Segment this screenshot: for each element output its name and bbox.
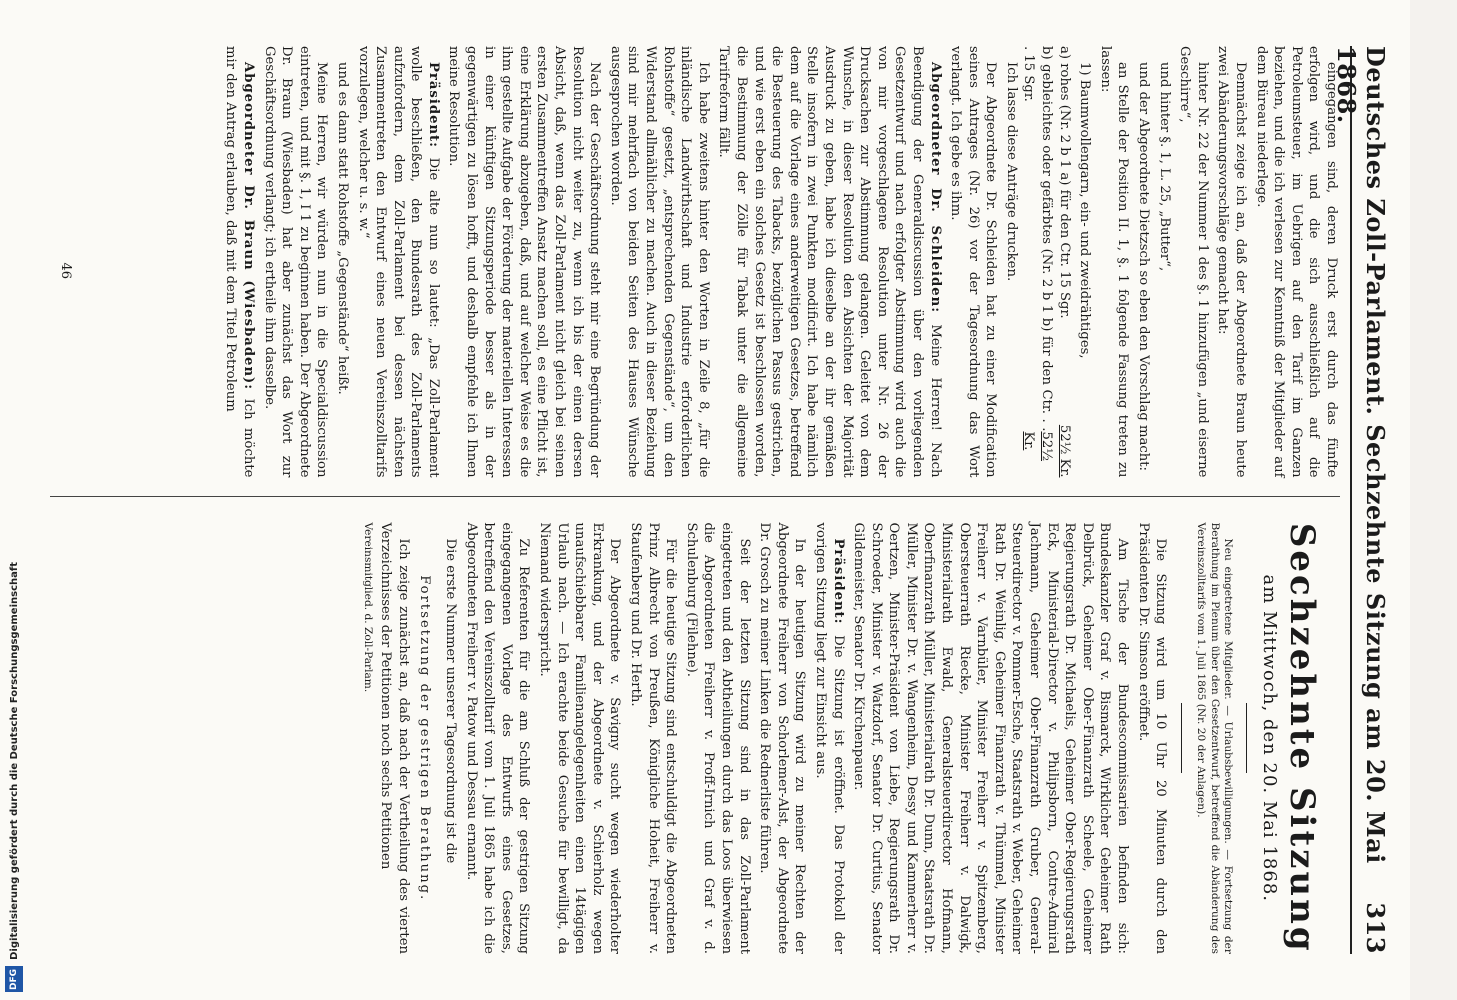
- agenda-item: Fortsetzung der gestrigen Berathung.: [417, 575, 433, 902]
- paragraph: Die erste Nummer unserer Tagesordnung ist die: [443, 538, 459, 864]
- speech: [811, 523, 846, 955]
- speech: [715, 46, 944, 478]
- paragraph: Der Abgeordnete v. Savigny sucht wegen wiederholter Erkrankung, und der Abgeordnete v. Schierholz wegen unaufschiebbarer Familienangelegenheiten einen 14tägigen Urlaub nach. — Ich erachte beide Gesuche für bewilligt, da Niemand widerspricht.: [537, 522, 623, 954]
- paragraph: Am Tische der Bundescommissarien befinden sich: Bundeskanzler Graf v. Bismarck, Wirklicher Geheimer Rath Delbrück, Geheimer Ober-Finanzrath Scheele, Geheimer Regierungsrath Dr. Michaelis, Geheimer Ober-Regierungsrath Eck, Ministerial-Director v. Philipsborn, Contre-Admiral Jachmann, Geheimer Ober-Finanzrath Gruber, General-Steuerdirector v. Pommer-Esche, Staatsrath v. Weber, Geheimer Rath Dr. Weinlig, Geheimer Finanzrath v. Thümmel, Minister Freiherr v. Varnbüler, Minister Freiherr v. Spitzemberg, Obersteuerrath Riecke, Minister Freiherr v. Dalwigk, Ministerialrath Ewald, Generalsteuerdirector Hofmann, Oberfinanzrath Müller, Ministerialrath Dr. Dunn, Staatsrath Dr. Müller, Minister Dr. v. Wangenheim, Dessy und Kammerherr v. Oertzen, Minister-Präsident von Liebe, Regierungsrath Dr. Schroeder, Minister v. Watzdorf, Senator Dr. Curtius, Senator Gildemeister, Senator Dr. Kirchenpauer.: [851, 522, 1131, 954]
- column-left: [50, 46, 1340, 497]
- paragraph: hinter Nr. 22 der Nummer 1 des §. 1 hinzufügen „und eiserne Geschirre“,: [1177, 46, 1210, 478]
- speaker-name: Abgeordneter Dr. Schleiden:: [927, 62, 943, 314]
- paragraph: Ich lasse diese Anträge drucken.: [1003, 62, 1019, 282]
- paragraph: Seit der letzten Sitzung sind in das Zoll-Parlament eingetreten und den Abtheilungen durch das Loos überwiesen die Abgeordneten Freiherr v. Proff-Irnich und Graf v. d. Schulenburg (Filehne).: [683, 522, 752, 954]
- running-header-title: Deutsches Zoll-Parlament. Sechzehnte Sitzung am 20. Mai 1868.: [1332, 46, 1390, 864]
- paragraph: Ich habe zweitens hinter den Worten in Zeile 8, „für die inländische Landwirthschaft und Industrie erforderlichen Rohstoffe“ gesetzt, „entsprechenden Gegenstände“, um den Widerstand allmählicher zu machen. Auch in dieser Beziehung sind mir mehrfach von beiden Seiten des Hauses Wünsche ausgesprochen worden.: [607, 46, 711, 478]
- session-summary: Neu eingetretene Mitglieder. — Urlaubsbewilligungen. — Fortsetzung der Berathung im Plenum über den Gesetzentwurf, betreffend die Abänderung des Vereinszolltarifs vom 1. Juli 1865 (Nr. 20 der Anlagen).: [1195, 522, 1234, 954]
- speaker-name: Abgeordneter Dr. Braun (Wiesbaden):: [240, 62, 256, 391]
- divider: [1181, 703, 1182, 773]
- paragraph: und es dann statt Rohstoffe „Gegenstände“ heißt.: [334, 62, 350, 395]
- paragraph: und hinter §. 1, L. 25, „Butter“,: [1156, 62, 1172, 272]
- paragraph: Demnächst zeige ich an, daß der Abgeordnete Braun heute zwei Abänderungsvorschläge gemacht hat:: [1215, 46, 1249, 478]
- tariff-line-b-text: b) gebleichtes oder gefärbtes (Nr. 2 b 1 b) für den Ctr. . . . 15 Sgr.: [1021, 46, 1055, 432]
- paragraph: Der Abgeordnete Dr. Schleiden hat zu einer Modification seines Antrages (Nr. 26) vor der Tagesordnung das Wort verlangt. Ich gebe es ihm.: [948, 46, 999, 478]
- paragraph: Für die heutige Sitzung sind entschuldigt die Abgeordneten Prinz Albrecht von Preußen, Königliche Hoheit, Freiherr v. Staufenberg und Dr. Herth.: [627, 522, 679, 954]
- tariff-line-a-value: 52½ Kr.: [1056, 424, 1072, 478]
- speech-text: Die Sitzung ist eröffnet. Das Protokoll der vorigen Sitzung liegt zur Einsicht aus.: [812, 522, 846, 954]
- running-header: [1332, 46, 1410, 954]
- paragraph: Meine Herren, wir würden nun in die Specialdiscussion eintreten, und mit §. 1, I 1 zu beginnen haben. Der Abgeordnete Dr. Braun (Wiesbaden) hat aber zunächst das Wort zur Geschäftsordnung verlangt; ich ertheile ihm dasselbe.: [261, 46, 330, 478]
- paragraph: eingegangen sind, deren Druck erst durch das fünfte erfolgen wird, und die sich ausschließlich auf die Petroleumsteuer, im Uebrigen auf den Tarif im Ganzen beziehen, und die ich verlesen zur Kenntniß der Mitglieder auf dem Büreau niederlege.: [1253, 46, 1339, 478]
- session-date: am Mittwoch, den 20. Mai 1868.: [1259, 574, 1281, 903]
- speaker-name: Präsident:: [830, 538, 846, 625]
- paragraph: Nach der Geschäftsordnung steht mir eine Begründung der Resolution nicht weiter zu, wenn ich bis der einen dersen Absicht, daß, wenn das Zoll-Parlament nicht gleich bei seinen ersten Zusammentreffen Ansatz machen soll, es eine Pflicht ist, eine Erklärung abzugeben, daß, und auf welcher Weise es die ihm gestellte Aufgabe der Förderung der materiellen Interessen in einer künftigen Sitzungsperiode besser als in der gegenwärtigen zu lösen hofft, und deshalb empfehle ich Ihnen meine Resolution.: [446, 46, 603, 478]
- divider: [1246, 703, 1247, 773]
- speech-text: Ich möchte mir den Antrag erlauben, daß mit dem Titel Petroleum: [223, 46, 256, 478]
- tariff-line-a: [1055, 46, 1073, 478]
- speaker-name: Präsident:: [425, 62, 441, 149]
- paragraph: Vereinsmitglied. d. Zoll-Parlam.: [361, 522, 374, 693]
- speech-text: Die alte nun so lautet: „Das Zoll-Parlament wolle beschließen, den Bundesrath des Zoll-Parlaments aufzufordern, dem Zoll-Parlament bei dessen nächsten Zusammentreten den Entwurf eines neuen Vereinszolltarifs vorzulegen, welcher u. s. w.“: [355, 46, 441, 478]
- dfg-credit: [0, 0, 28, 1000]
- paragraph: In der heutigen Sitzung wird zu meiner Rechten der Abgeordnete Freiherr von Schorlemer-Alst, der Abgeordnete Dr. Grosch zu meiner Linken die Rednerliste führen.: [757, 522, 808, 954]
- speech-text: Meine Herren! Nach Beendigung der Generaldiscussion über den vorliegenden Gesetzentwurf und nach erfolgter Abstimmung wird auch die von mir vorgeschlagene Resolution unter Nr. 26 der Drucksachen zur Abstimmung gelangen. Geleitet von dem Wunsche, in dieser Resolution den Absichten der Majorität Ausdruck zu geben, habe ich dieselbe an der ihr gemäßen Stelle insofern in zwei Punkten modificirt. Ich habe nämlich dem auf die Vorlage eines anderweitigen Gesetzes, betreffend die Besteuerung des Tabacks, bezüglichen Passus gestrichen, und wie erst eben ein solches Gesetz ist beschlossen worden, die Bestimmung der Zölle für Tabak unter die allgemeine Tarifreform fällt.: [716, 46, 943, 478]
- dfg-credit-text: Digitalisierung gefördert durch die Deutsche Forschungsgemeinschaft: [8, 562, 20, 960]
- paragraph: Zu Referenten für die am Schluß der gestrigen Sitzung eingegangenen Vorlage des Entwurfs eines Gesetzes, betreffend den Vereinszolltarif vom 1. Juli 1865 habe ich die Abgeordneten Freiherr v. Patow und Dessau ernannt.: [463, 522, 532, 954]
- column-right: [50, 523, 1340, 955]
- list-item: 1) Baumwollengarn, ein- und zweidrähtiges,: [1077, 62, 1093, 359]
- paragraph: Die Sitzung wird um 10 Uhr 20 Minuten durch den Präsidenten Dr. Simson eröffnet.: [1135, 522, 1169, 954]
- tariff-line-b-value: 52½ Kr.: [1021, 431, 1055, 462]
- speech: [222, 46, 257, 478]
- page-number: 313: [1361, 902, 1390, 954]
- signature-mark: 46: [57, 262, 73, 280]
- paragraph: Ich zeige zunächst an, daß nach der Vertheilung des vierten Verzeichnisses der Petitionen noch sechs Petitionen: [378, 522, 411, 954]
- tariff-line-a-text: a) rohes (Nr. 2 b 1 a) für den Ctr. 15 Sgr.: [1056, 46, 1072, 319]
- paragraph: und der Abgeordnete Dietzsch so eben den Vorschlag macht:: [1136, 62, 1152, 472]
- paragraph: an Stelle der Position II. 1, §. 1 folgende Fassung treten zu lassen:: [1097, 46, 1131, 478]
- speech: [354, 46, 442, 478]
- tariff-line-b: [1020, 46, 1055, 478]
- dfg-logo: DFG: [5, 966, 23, 992]
- session-title: Sechzehnte Sitzung: [1282, 522, 1322, 954]
